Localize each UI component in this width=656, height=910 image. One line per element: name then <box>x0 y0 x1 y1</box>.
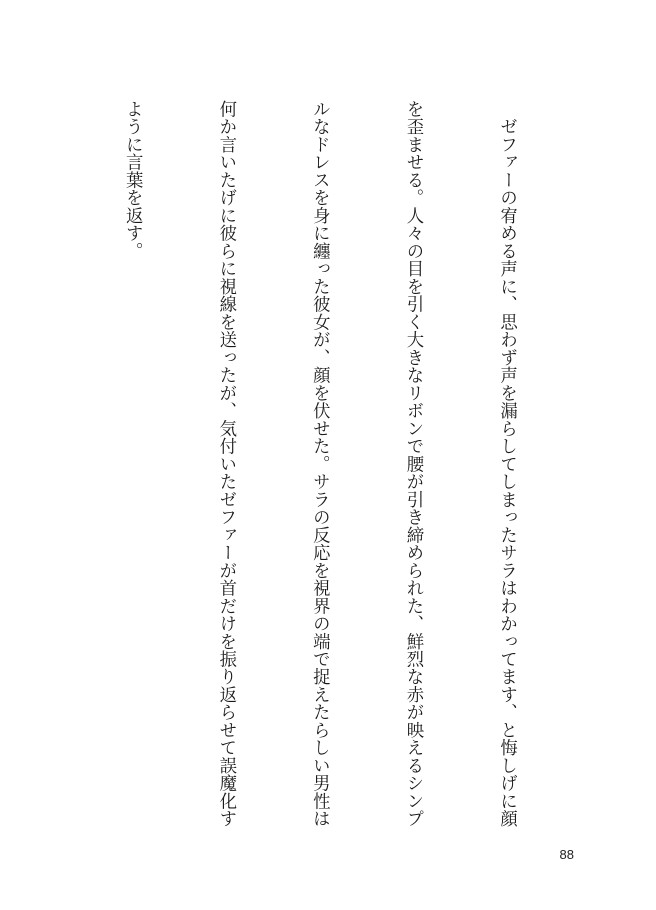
page-number: 88 <box>559 847 574 862</box>
blank-line <box>22 100 53 830</box>
text-line: ルなドレスを身に纏った彼女が、顔を伏せた。サラの反応を視界の端で捉えたらしい男性は <box>309 100 330 828</box>
vertical-text-body <box>0 100 584 830</box>
text-line: ように言葉を返す。 <box>122 100 143 260</box>
text-line: を歪ませる。人々の目を引く大きなリボンで腰が引き締められた、鮮烈な赤が映えるシンプ <box>402 100 423 828</box>
text-line: 何か言いたげに彼らに視線を送ったが、気付いたゼファーが首だけを振り返らせて誤魔化す <box>215 100 236 828</box>
text-line: ゼファーの宥める声に、思わず声を漏らしてしまったサラはわかってます、と悔しげに顔 <box>496 100 517 828</box>
